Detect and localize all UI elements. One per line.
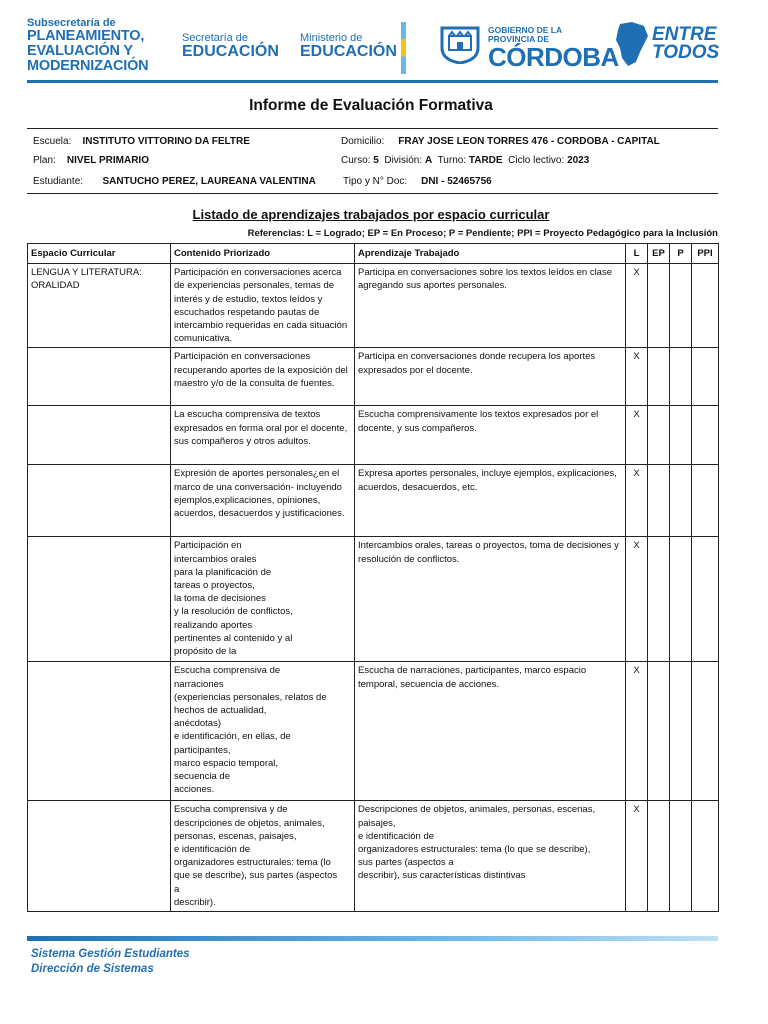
cell-aprendizaje: Participa en conversaciones donde recupera los aportes expresados por el docente. <box>355 348 626 406</box>
estudiante-field: Estudiante: SANTUCHO PEREZ, LAUREANA VALENTINA <box>33 176 316 187</box>
cell-p <box>670 465 692 537</box>
cell-ppi <box>692 348 719 406</box>
cell-l: X <box>626 465 648 537</box>
footer-credits: Sistema Gestión Estudiantes Dirección de Sistemas <box>31 948 190 975</box>
learning-table <box>27 243 719 912</box>
cell-ep <box>648 264 670 348</box>
info-bottom-divider <box>27 193 718 194</box>
cell-l: X <box>626 264 648 348</box>
cell-p <box>670 662 692 801</box>
cell-espacio <box>28 465 171 537</box>
header-l: L <box>626 244 648 264</box>
cell-aprendizaje: Expresa aportes personales, incluye ejemplos, explicaciones, acuerdos, desacuerdos, etc. <box>355 465 626 537</box>
header-aprendizaje: Aprendizaje Trabajado <box>355 244 626 264</box>
cell-contenido: Participación en conversaciones recuperando aportes de la exposición del maestro y/o de la consulta de fuentes. <box>171 348 355 406</box>
header-ep: EP <box>648 244 670 264</box>
plan-field: Plan: NIVEL PRIMARIO <box>33 155 149 166</box>
cell-p <box>670 537 692 662</box>
cell-ppi <box>692 264 719 348</box>
table-row <box>28 348 719 406</box>
cell-ppi <box>692 465 719 537</box>
cell-l: X <box>626 801 648 912</box>
table-row <box>28 465 719 537</box>
table-row <box>28 264 719 348</box>
cell-ppi <box>692 801 719 912</box>
cell-ep <box>648 465 670 537</box>
cell-espacio <box>28 406 171 465</box>
cell-ep <box>648 406 670 465</box>
table-row <box>28 406 719 465</box>
info-top-divider <box>27 128 718 129</box>
cell-contenido: Participación en conversaciones acerca de experiencias personales, temas de interés y de estudio, textos leídos y escuchados respetando pautas de intercambio requeridas en cada situación comunicativa. <box>171 264 355 348</box>
cell-aprendizaje: Escucha de narraciones, participantes, marco espacio temporal, secuencia de acciones. <box>355 662 626 801</box>
cell-ppi <box>692 406 719 465</box>
cell-p <box>670 406 692 465</box>
section-subtitle: Listado de aprendizajes trabajados por espacio curricular <box>192 207 550 222</box>
header-espacio: Espacio Curricular <box>28 244 171 264</box>
cell-p <box>670 264 692 348</box>
cell-espacio: LENGUA Y LITERATURA: ORALIDAD <box>28 264 171 348</box>
documento-field: Tipo y N° Doc: DNI - 52465756 <box>343 176 492 187</box>
flag-stripe <box>401 22 406 74</box>
cell-p <box>670 348 692 406</box>
cell-ep <box>648 348 670 406</box>
cell-ep <box>648 537 670 662</box>
cell-aprendizaje: Escucha comprensivamente los textos expresados por el docente, y sus compañeros. <box>355 406 626 465</box>
entre-todos-logo: ENTRE TODOS <box>652 24 720 63</box>
cell-contenido: Expresión de aportes personales¿en el marco de una conversación- incluyendo ejemplos,explicaciones, opiniones, acuerdos, desacuerdos y justificaciones. <box>171 465 355 537</box>
header-divider <box>27 80 718 83</box>
cell-contenido: La escucha comprensiva de textos expresados en forma oral por el docente, sus compañeros y otros adultos. <box>171 406 355 465</box>
cell-espacio <box>28 801 171 912</box>
header-logos <box>0 0 768 86</box>
table-row <box>28 801 719 912</box>
cell-ppi <box>692 662 719 801</box>
escuela-field: Escuela: INSTITUTO VITTORINO DA FELTRE <box>33 136 250 147</box>
cell-l: X <box>626 537 648 662</box>
references-legend: Referencias: L = Logrado; EP = En Proceso; P = Pendiente; PPI = Proyecto Pedagógico para la Inclusión <box>247 228 718 239</box>
cell-p <box>670 801 692 912</box>
page-title: Informe de Evaluación Formativa <box>249 97 493 114</box>
table-row <box>28 537 719 662</box>
cell-ppi <box>692 537 719 662</box>
secretaria-educacion-logo: Secretaría de EDUCACIÓN <box>182 32 279 60</box>
cell-contenido: Participación en intercambios orales para la planificación de tareas o proyectos, la toma de decisiones y la resolución de conflictos, realizando aportes pertinentes al contenido y al propósito de la <box>171 537 355 662</box>
footer-divider <box>27 936 718 941</box>
curso-field: Curso: 5 División: A Turno: TARDE Ciclo lectivo: 2023 <box>341 155 590 166</box>
cordoba-shield-icon <box>438 24 482 64</box>
cell-aprendizaje: Descripciones de objetos, animales, personas, escenas, paisajes, e identificación de organizadores estructurales: tema (lo que se describe), sus partes (aspectos a describir), sus características distintivas <box>355 801 626 912</box>
header-ppi: PPI <box>692 244 719 264</box>
domicilio-field: Domicilio: FRAY JOSE LEON TORRES 476 - CORDOBA - CAPITAL <box>341 136 660 147</box>
cell-espacio <box>28 662 171 801</box>
table-row <box>28 662 719 801</box>
table-header-row <box>28 244 719 264</box>
cell-aprendizaje: Intercambios orales, tareas o proyectos, toma de decisiones y resolución de conflictos. <box>355 537 626 662</box>
gobierno-cordoba-logo: GOBIERNO DE LA PROVINCIA DE CÓRDOBA <box>488 25 619 72</box>
cell-l: X <box>626 406 648 465</box>
cell-espacio <box>28 348 171 406</box>
cell-l: X <box>626 662 648 801</box>
ministerio-educacion-logo: Ministerio de EDUCACIÓN <box>300 32 397 60</box>
cell-contenido: Escucha comprensiva y de descripciones de objetos, animales, personas, escenas, paisajes, e identificación de organizadores estructurales: tema (lo que se describe), sus partes (aspectos a describir). <box>171 801 355 912</box>
cell-ep <box>648 662 670 801</box>
cell-aprendizaje: Participa en conversaciones sobre los textos leídos en clase agregando sus aportes personales. <box>355 264 626 348</box>
header-p: P <box>670 244 692 264</box>
cell-l: X <box>626 348 648 406</box>
cell-espacio <box>28 537 171 662</box>
cell-ep <box>648 801 670 912</box>
header-contenido: Contenido Priorizado <box>171 244 355 264</box>
subsecretaria-logo: Subsecretaría de PLANEAMIENTO, EVALUACIÓN Y MODERNIZACIÓN <box>27 17 149 74</box>
cell-contenido: Escucha comprensiva de narraciones (experiencias personales, relatos de hechos de actualidad, anécdotas) e identificación, en ellas, de participantes, marco espacio temporal, secuencia de acciones. <box>171 662 355 801</box>
